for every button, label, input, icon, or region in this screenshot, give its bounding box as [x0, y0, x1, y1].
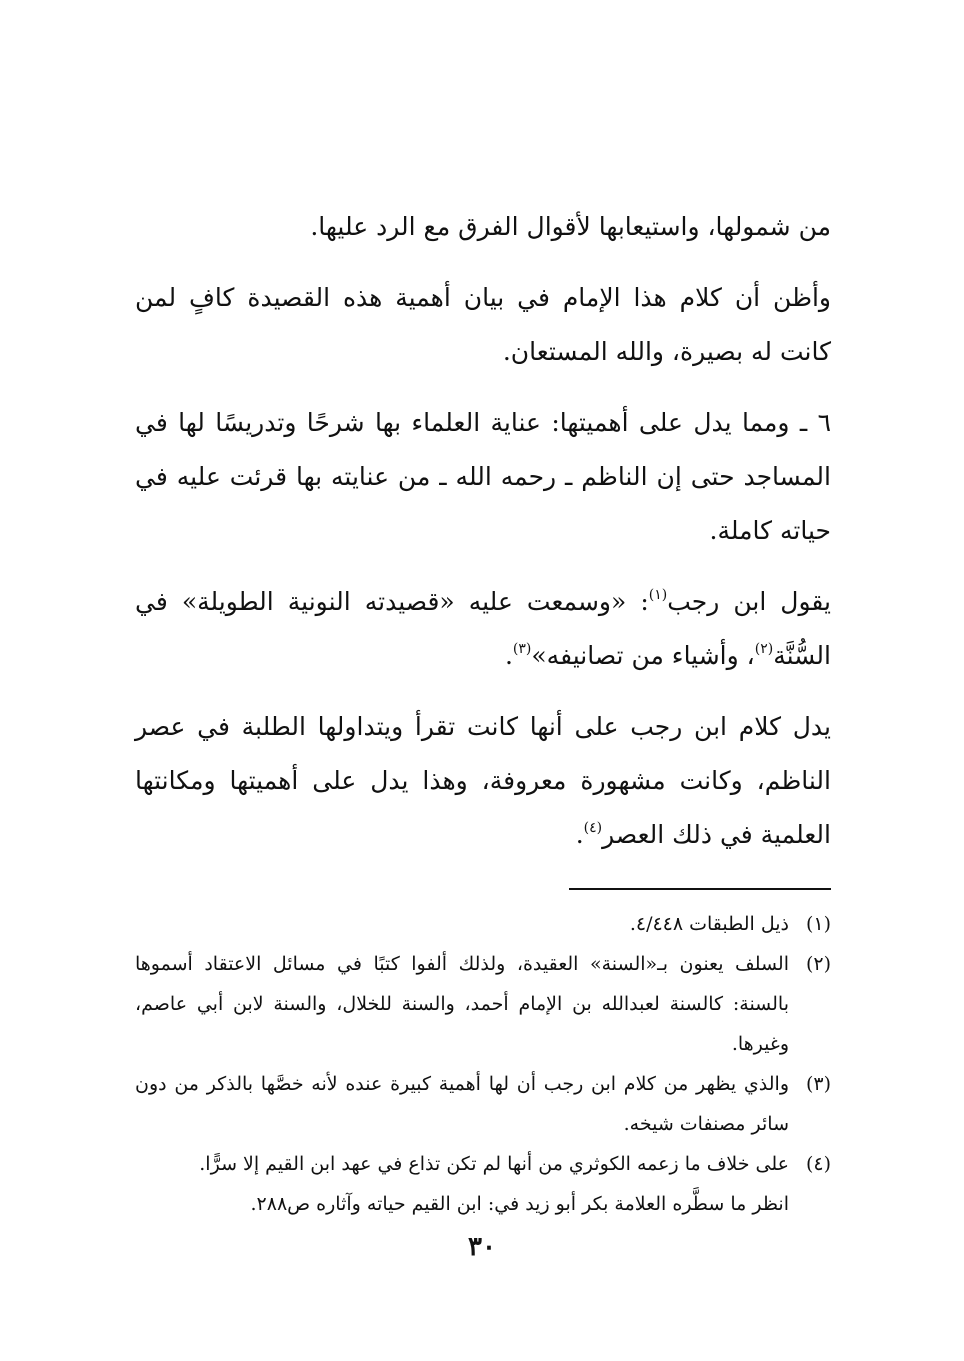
paragraph-3: ٦ ـ ومما يدل على أهميتها: عناية العلماء بها شرحًا وتدريسًا لها في المساجد حتى إن الناظم ـ رحمه الله ـ من عنايته بها قرئت عليه في حياته كاملة.: [135, 408, 831, 545]
page-content: [135, 200, 831, 1224]
footnote-text: السلف يعنون بـ«السنة» العقيدة، ولذلك ألفوا كتبًا في مسائل الاعتقاد أسموها بالسنة: كالسنة لعبدالله بن الإمام أحمد، والسنة للخلال، والسنة لابن أبي عاصم، وغيرها.: [135, 953, 789, 1055]
footnote-number: (٤): [805, 1153, 831, 1175]
footnote-3: [135, 1064, 831, 1144]
footnote-4-continuation: انظر ما سطَّره العلامة بكر أبو زيد في: ابن القيم حياته وآثاره ص٢٨٨.: [250, 1193, 789, 1215]
footnote-text: ذيل الطبقات ٤/٤٤٨.: [629, 913, 789, 935]
paragraph-4: [135, 575, 831, 683]
footnotes: [135, 904, 831, 1224]
paragraph-1: من شمولها، واستيعابها لأقوال الفرق مع الرد عليها.: [310, 212, 831, 241]
main-text: [135, 200, 831, 862]
footnote-number: (٢): [805, 953, 831, 975]
footnote-2: [135, 944, 831, 1064]
footnote-text: والذي يظهر من كلام ابن رجب أن لها أهمية كبيرة عنده لأنه خصَّها بالذكر من دون سائر مصنفات شيخه.: [135, 1073, 789, 1135]
footnote-ref-4[interactable]: (٤): [583, 820, 603, 836]
footnote-1: [135, 904, 831, 944]
footnote-4: [135, 1144, 831, 1184]
footnote-separator: [569, 888, 831, 890]
paragraph-4-part-3: ، وأشياء من تصانيفه»: [531, 641, 755, 670]
footnote-ref-3[interactable]: (٣): [512, 641, 532, 657]
footnote-ref-2[interactable]: (٢): [754, 641, 774, 657]
paragraph-2: وأظن أن كلام هذا الإمام في بيان أهمية هذه القصيدة كافٍ لمن كانت له بصيرة، والله المستعان.: [135, 283, 831, 366]
page-number: ٣٠: [468, 1232, 496, 1262]
paragraph-5-part-2: .: [575, 820, 584, 849]
paragraph-5-part-1: يدل كلام ابن رجب على أنها كانت تقرأ ويتداولها الطلبة في عصر الناظم، وكانت مشهورة معروفة، وهذا يدل على أهميتها ومكانتها العلمية في ذلك العصر: [135, 712, 831, 849]
footnote-number: (٣): [805, 1073, 831, 1095]
paragraph-4-part-2: : «وسمعت عليه «قصيدته النونية الطويلة» في السُّنَّة: [135, 587, 831, 670]
paragraph-4-part-1: يقول ابن رجب: [667, 587, 831, 616]
footnote-number: (١): [805, 913, 831, 935]
paragraph-4-part-4: .: [504, 641, 513, 670]
footnote-ref-1[interactable]: (١): [648, 587, 668, 603]
footnote-text: على خلاف ما زعمه الكوثري من أنها لم تكن تذاع في عهد ابن القيم إلا سرًّا.: [199, 1153, 789, 1175]
paragraph-5: [135, 700, 831, 862]
